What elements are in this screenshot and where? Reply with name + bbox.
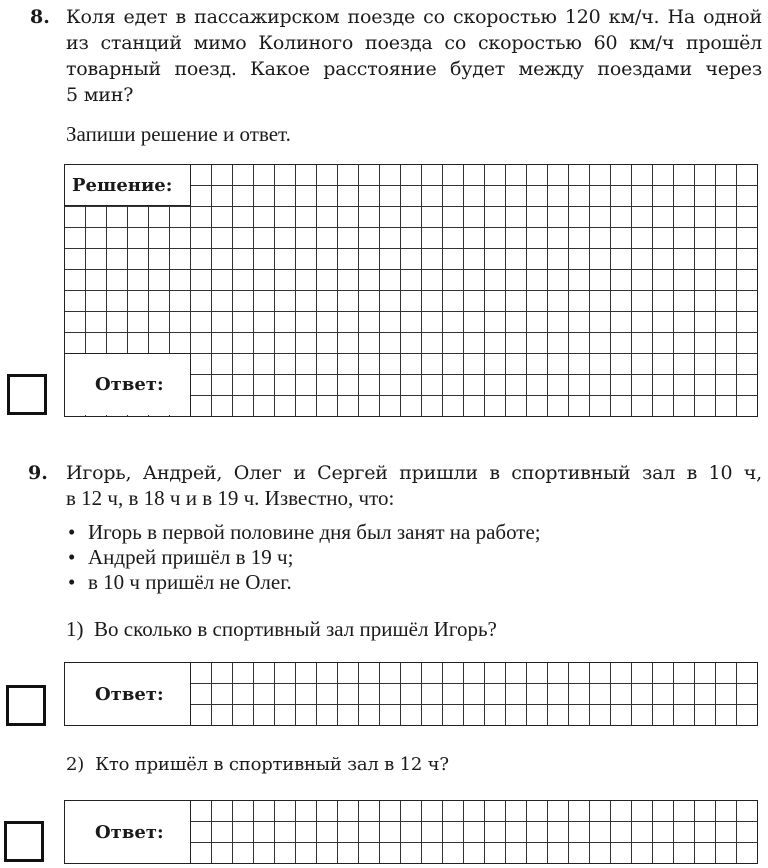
task-8-number: 8. — [30, 6, 50, 28]
subquestion-2-answer-grid[interactable] — [64, 800, 758, 864]
bullet-item — [66, 520, 666, 545]
subquestion-1-text: Во сколько в спортивный зал пришёл Игорь? — [94, 617, 497, 641]
subquestion-1 — [66, 617, 497, 642]
task-9-line-1: Игорь, Андрей, Олег и Сергей пришли в спортивный зал в 10 ч, — [66, 462, 762, 484]
bullet-icon: • — [68, 570, 76, 594]
bullet-text: Игорь в первой половине дня был занят на работе; — [88, 520, 541, 544]
task-8-line-2: из станций мимо Колиного поезда со скоростью 60 км/ч прошёл — [66, 32, 762, 54]
task-9-text — [66, 460, 762, 486]
bullet-text: Андрей пришёл в 19 ч; — [88, 545, 294, 569]
subquestion-2-score-checkbox[interactable] — [4, 821, 44, 862]
task-8-text — [66, 4, 762, 108]
subquestion-1-answer-grid[interactable] — [64, 662, 758, 726]
task-8-line-1: Коля едет в пассажирском поезде со скоростью 120 км/ч. На одной — [66, 6, 762, 28]
subquestion-1-score-checkbox[interactable] — [6, 685, 46, 726]
task-8-line-4: 5 мин? — [66, 84, 134, 106]
task-8-solution-grid[interactable] — [64, 164, 758, 417]
subquestion-1-answer-label — [65, 663, 191, 725]
task-9-bullet-list — [66, 520, 666, 595]
bullet-item — [66, 545, 666, 570]
bullet-item — [66, 570, 666, 595]
task-8-score-checkbox[interactable] — [7, 374, 47, 415]
subquestion-1-number: 1) — [66, 617, 84, 641]
subquestion-2-number: 2) — [66, 754, 85, 775]
task-9-line-2: в 12 ч, в 18 ч и в 19 ч. Известно, что: — [66, 486, 395, 510]
bullet-text: в 10 ч пришёл не Олег. — [88, 570, 292, 594]
task-8-instruction: Запиши решение и ответ. — [66, 122, 291, 146]
task-9-number: 9. — [28, 462, 48, 484]
subquestion-2 — [66, 752, 449, 778]
bullet-icon: • — [68, 545, 76, 569]
bullet-icon: • — [68, 520, 76, 544]
task-8-answer-label — [65, 353, 191, 415]
subquestion-2-answer-label — [65, 801, 191, 863]
subquestion-2-text: Кто пришёл в спортивный зал в 12 ч? — [95, 754, 449, 775]
task-8-answer-label-text: Ответ: — [95, 374, 164, 395]
subquestion-1-answer-label-text: Ответ: — [95, 683, 164, 705]
solution-label-text: Решение: — [72, 174, 173, 196]
subquestion-2-answer-label-text: Ответ: — [95, 821, 164, 843]
task-8-line-3: товарный поезд. Какое расстояние будет между поездами через — [66, 58, 762, 80]
solution-label — [65, 165, 191, 206]
